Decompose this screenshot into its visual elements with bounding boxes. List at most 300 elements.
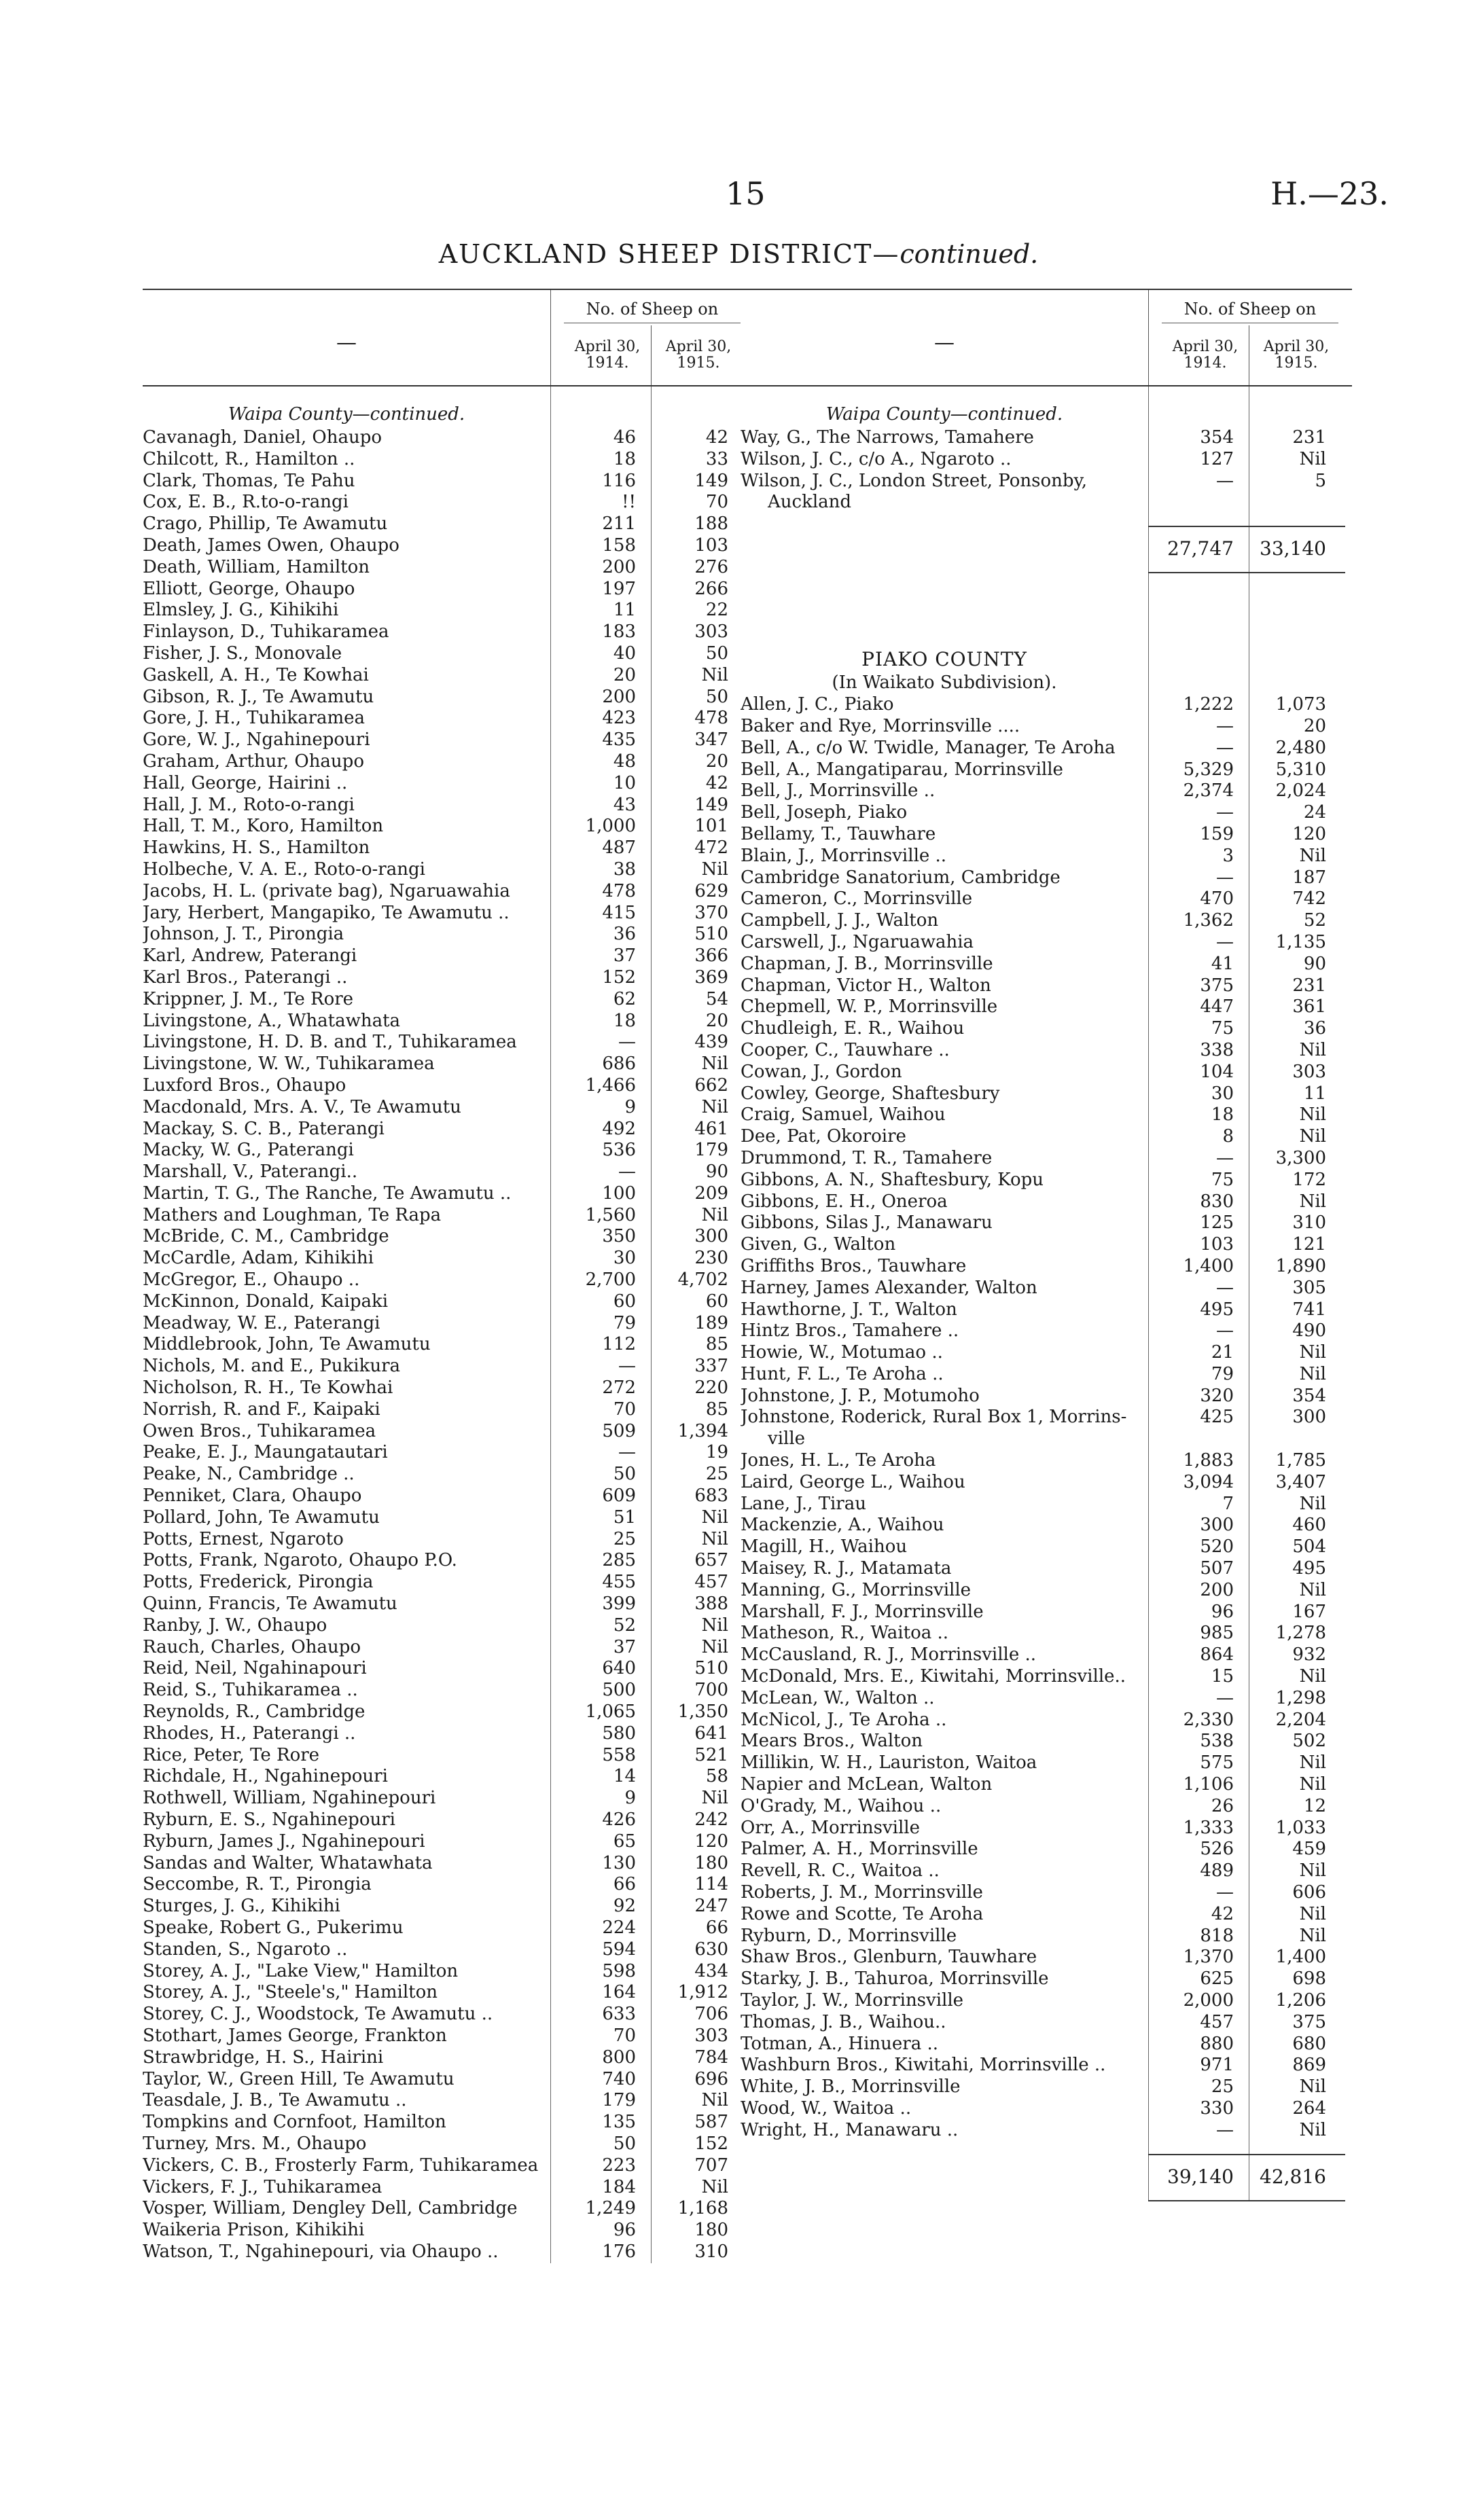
table-row bbox=[741, 2034, 1352, 2055]
table-row bbox=[741, 1342, 1352, 1364]
sheep-1915: Nil bbox=[1299, 1126, 1326, 1147]
row-name: Middlebrook, John, Te Awamutu bbox=[143, 1334, 431, 1355]
sheep-1915: Nil bbox=[1299, 1342, 1326, 1363]
sheep-1914: — bbox=[1216, 1687, 1234, 1708]
row-name: Elmsley, J. G., Kihikihi bbox=[143, 600, 339, 621]
sheep-1914: 152 bbox=[602, 967, 636, 988]
sheep-1914: 3,094 bbox=[1183, 1471, 1234, 1492]
sheep-1915: 347 bbox=[694, 730, 728, 751]
row-name: Harney, James Alexander, Walton bbox=[741, 1277, 1037, 1298]
row-name: Carswell, J., Ngaruawahia bbox=[741, 931, 974, 952]
sheep-1915: Nil bbox=[701, 2090, 728, 2111]
table-row bbox=[741, 780, 1352, 802]
table-row bbox=[741, 1083, 1352, 1105]
row-name: Seccombe, R. T., Pirongia bbox=[143, 1874, 372, 1895]
sheep-1914: 740 bbox=[602, 2068, 636, 2089]
sheep-1914: 21 bbox=[1211, 1342, 1234, 1363]
row-name: Lane, J., Tirau bbox=[741, 1493, 866, 1514]
table-row bbox=[741, 1062, 1352, 1083]
sheep-1915: 167 bbox=[1292, 1601, 1326, 1622]
sheep-1914: 20 bbox=[613, 664, 636, 685]
sheep-1914: 7 bbox=[1222, 1493, 1234, 1514]
row-name: Matheson, R., Waitoa .. bbox=[741, 1623, 949, 1644]
row-name: Howie, W., Motumao .. bbox=[741, 1342, 943, 1363]
row-name: Graham, Arthur, Ohaupo bbox=[143, 751, 364, 772]
sheep-1915: 657 bbox=[694, 1550, 728, 1571]
sheep-1915: Nil bbox=[1299, 448, 1326, 469]
sheep-1915: 3,300 bbox=[1275, 1147, 1326, 1168]
sheep-1915: 172 bbox=[1292, 1169, 1326, 1190]
sheep-1915: 587 bbox=[694, 2112, 728, 2133]
row-name: Vosper, William, Dengley Dell, Cambridge bbox=[143, 2198, 518, 2219]
sheep-1914: 625 bbox=[1200, 1968, 1234, 1990]
sheep-1914: 104 bbox=[1200, 1061, 1234, 1082]
page-number: 15 bbox=[726, 175, 766, 212]
sheep-1914: 609 bbox=[602, 1486, 636, 1507]
sheep-1915: Nil bbox=[1299, 2119, 1326, 2140]
table-row bbox=[741, 1947, 1352, 1968]
row-name: Pollard, John, Te Awamutu bbox=[143, 1507, 380, 1528]
row-name: Roberts, J. M., Morrinsville bbox=[741, 1882, 983, 1903]
table-row bbox=[741, 1752, 1352, 1774]
sheep-1914: 457 bbox=[1200, 2011, 1234, 2032]
row-name: Sturges, J. G., Kihikihi bbox=[143, 1896, 340, 1917]
sheep-1915: 2,024 bbox=[1275, 780, 1326, 802]
sheep-1914: 25 bbox=[613, 1528, 636, 1549]
row-name: Given, G., Walton bbox=[741, 1234, 896, 1255]
row-name: Johnstone, Roderick, Rural Box 1, Morrins- bbox=[741, 1407, 1127, 1428]
sheep-1914: 46 bbox=[613, 427, 636, 448]
sheep-1914: 9 bbox=[624, 1788, 636, 1809]
section-heading bbox=[741, 386, 1148, 427]
row-name: Auckland bbox=[768, 492, 852, 513]
sheep-1915: 1,785 bbox=[1275, 1450, 1326, 1471]
total-rule-bottom bbox=[1148, 572, 1345, 573]
column-rule bbox=[550, 386, 551, 2263]
row-name: Fisher, J. S., Monovale bbox=[143, 643, 342, 664]
row-name: White, J. B., Morrinsville bbox=[741, 2076, 961, 2098]
county-subheading: (In Waikato Subdivision). bbox=[832, 672, 1057, 694]
sheep-1915: 375 bbox=[1292, 2011, 1326, 2032]
table-row bbox=[741, 1580, 1352, 1602]
row-name: Cavanagh, Daniel, Ohaupo bbox=[143, 427, 382, 448]
table-row bbox=[741, 2055, 1352, 2076]
sheep-1915: 680 bbox=[1292, 2033, 1326, 2054]
table-row bbox=[741, 954, 1352, 975]
sheep-1915: 276 bbox=[694, 556, 728, 577]
row-name: Gore, W. J., Ngahinepouri bbox=[143, 730, 370, 751]
sheep-1915: Nil bbox=[1299, 1493, 1326, 1514]
sheep-1915: 4,702 bbox=[677, 1270, 728, 1291]
sheep-1914: 130 bbox=[602, 1852, 636, 1873]
sheep-1914: 633 bbox=[602, 2004, 636, 2025]
sheep-1914: 40 bbox=[613, 643, 636, 664]
total-row bbox=[741, 526, 1352, 573]
sheep-1914: 880 bbox=[1200, 2033, 1234, 2054]
sheep-1914: 800 bbox=[602, 2047, 636, 2068]
sheep-1915: 510 bbox=[694, 924, 728, 945]
table-row bbox=[741, 1882, 1352, 1904]
sheep-1915: 20 bbox=[705, 751, 728, 772]
table-row bbox=[741, 2120, 1352, 2142]
sheep-1914: 320 bbox=[1200, 1385, 1234, 1406]
sheep-1915: 683 bbox=[694, 1486, 728, 1507]
sheep-1915: 85 bbox=[705, 1334, 728, 1355]
sheep-1914: 520 bbox=[1200, 1536, 1234, 1558]
row-name: Jary, Herbert, Mangapiko, Te Awamutu .. bbox=[143, 902, 510, 923]
row-name: Mears Bros., Walton bbox=[741, 1731, 923, 1752]
row-name: McCardle, Adam, Kihikihi bbox=[143, 1248, 374, 1269]
sheep-1915: 510 bbox=[694, 1658, 728, 1679]
sheep-1914: 580 bbox=[602, 1723, 636, 1744]
sheep-1914: — bbox=[1216, 1320, 1234, 1342]
sheep-1915: 354 bbox=[1292, 1385, 1326, 1406]
row-name: Taylor, W., Green Hill, Te Awamutu bbox=[143, 2068, 455, 2089]
sheep-1915: 264 bbox=[1292, 2098, 1326, 2119]
sheep-1915: 85 bbox=[705, 1399, 728, 1420]
sheep-1915: 1,278 bbox=[1275, 1623, 1326, 1644]
table-row bbox=[741, 1320, 1352, 1342]
left-table-header bbox=[143, 289, 741, 386]
sheep-1915: 521 bbox=[694, 1744, 728, 1765]
sheep-1915: 741 bbox=[1292, 1299, 1326, 1320]
section-heading bbox=[143, 386, 550, 427]
sheep-1915: 1,400 bbox=[1275, 1947, 1326, 1968]
row-name: Rothwell, William, Ngahinepouri bbox=[143, 1788, 436, 1809]
sheep-1914: 70 bbox=[613, 2025, 636, 2046]
sheep-1915: 459 bbox=[1292, 1839, 1326, 1860]
table-row bbox=[741, 1839, 1352, 1860]
sheep-1915: 707 bbox=[694, 2155, 728, 2176]
table-row bbox=[741, 932, 1352, 954]
row-name: McGregor, E., Ohaupo .. bbox=[143, 1270, 360, 1291]
sheep-1915: 114 bbox=[694, 1874, 728, 1895]
table-row bbox=[741, 1688, 1352, 1710]
sheep-1914: 15 bbox=[1211, 1666, 1234, 1687]
sheep-1915: Nil bbox=[1299, 1666, 1326, 1687]
sheep-1914: 447 bbox=[1200, 996, 1234, 1018]
row-name: Nicholson, R. H., Te Kowhai bbox=[143, 1378, 393, 1399]
total-rule-top bbox=[1148, 2154, 1345, 2155]
sheep-1915: Nil bbox=[1299, 1925, 1326, 1946]
sheep-1915: 180 bbox=[694, 2220, 728, 2241]
total-1915: 33,140 bbox=[1260, 537, 1326, 560]
sheep-1914: 30 bbox=[613, 1248, 636, 1269]
sheep-1914: 100 bbox=[602, 1183, 636, 1204]
sheep-1914: 96 bbox=[613, 2220, 636, 2241]
sheep-1914: 354 bbox=[1200, 427, 1234, 448]
row-name: Martin, T. G., The Ranche, Te Awamutu .. bbox=[143, 1183, 512, 1204]
sheep-1915: 303 bbox=[694, 622, 728, 643]
sheep-1914: — bbox=[1216, 1277, 1234, 1298]
sheep-1915: 149 bbox=[694, 794, 728, 815]
row-name: Chepmell, W. P., Morrinsville bbox=[741, 996, 998, 1018]
row-name: Ranby, J. W., Ohaupo bbox=[143, 1615, 327, 1636]
total-1914: 39,140 bbox=[1167, 2165, 1234, 2188]
sheep-1914: 30 bbox=[1211, 1083, 1234, 1104]
table-row bbox=[741, 1904, 1352, 1926]
sheep-1915: 1,350 bbox=[677, 1702, 728, 1723]
table-row bbox=[741, 1644, 1352, 1666]
row-name: Ryburn, James J., Ngahinepouri bbox=[143, 1831, 425, 1852]
title-suffix: continued. bbox=[900, 239, 1039, 269]
sheep-1915: 33 bbox=[705, 448, 728, 469]
row-name: Standen, S., Ngaroto .. bbox=[143, 1939, 348, 1960]
table-row bbox=[741, 1234, 1352, 1256]
sheep-1914: 1,106 bbox=[1183, 1774, 1234, 1795]
table-row bbox=[741, 1558, 1352, 1580]
table-row bbox=[741, 1818, 1352, 1839]
row-name: Chapman, J. B., Morrinsville bbox=[741, 953, 993, 974]
row-name: Teasdale, J. B., Te Awamutu .. bbox=[143, 2090, 407, 2111]
header-dash: — bbox=[934, 331, 955, 355]
sheep-1915: 66 bbox=[705, 1917, 728, 1938]
header-date-1915: April 30, 1915. bbox=[1263, 338, 1330, 372]
sheep-1915: Nil bbox=[701, 1054, 728, 1075]
sheep-1914: 112 bbox=[602, 1334, 636, 1355]
sheep-1915: 101 bbox=[694, 816, 728, 837]
row-name: O'Grady, M., Waihou .. bbox=[741, 1795, 942, 1816]
sheep-1914: 38 bbox=[613, 859, 636, 880]
sheep-1915: 784 bbox=[694, 2047, 728, 2068]
row-name: Hawkins, H. S., Hamilton bbox=[143, 838, 370, 859]
sheep-1914: 60 bbox=[613, 1291, 636, 1312]
row-name: ville bbox=[768, 1428, 806, 1450]
table-row bbox=[741, 1860, 1352, 1882]
table-row bbox=[741, 1536, 1352, 1558]
sheep-1914: 75 bbox=[1211, 1018, 1234, 1039]
sheep-1915: Nil bbox=[1299, 1903, 1326, 1924]
sheep-1914: — bbox=[1216, 802, 1234, 823]
sheep-1915: 369 bbox=[694, 967, 728, 988]
sheep-1915: Nil bbox=[1299, 1860, 1326, 1882]
sheep-1915: 461 bbox=[694, 1118, 728, 1139]
row-name: Cambridge Sanatorium, Cambridge bbox=[741, 867, 1061, 888]
sheep-1914: 1,560 bbox=[585, 1204, 636, 1225]
column-rule bbox=[651, 386, 652, 2263]
table-row bbox=[741, 1018, 1352, 1040]
sheep-1914: — bbox=[618, 1442, 636, 1463]
sheep-1915: Nil bbox=[1299, 845, 1326, 866]
sheep-1914: 507 bbox=[1200, 1558, 1234, 1579]
row-name: Peake, E. J., Maungatautari bbox=[143, 1442, 388, 1463]
sheep-1915: 149 bbox=[694, 470, 728, 491]
sheep-1915: 42 bbox=[705, 427, 728, 448]
sheep-1915: 20 bbox=[705, 1010, 728, 1031]
sheep-1914: 455 bbox=[602, 1572, 636, 1593]
row-name: Maisey, R. J., Matamata bbox=[741, 1558, 952, 1579]
row-name: Gibson, R. J., Te Awamutu bbox=[143, 686, 374, 707]
sheep-1914: — bbox=[1216, 1147, 1234, 1168]
sheep-1914: 11 bbox=[613, 600, 636, 621]
sheep-1915: Nil bbox=[1299, 2076, 1326, 2098]
sheep-1914: 489 bbox=[1200, 1860, 1234, 1882]
sheep-1915: 189 bbox=[694, 1312, 728, 1333]
row-name: Wood, W., Waitoa .. bbox=[741, 2098, 912, 2119]
row-name: Mathers and Loughman, Te Rapa bbox=[143, 1204, 442, 1225]
row-name: Chilcott, R., Hamilton .. bbox=[143, 448, 355, 469]
row-name: Magill, H., Waihou bbox=[741, 1536, 908, 1558]
sheep-1915: 36 bbox=[1303, 1018, 1326, 1039]
sheep-1915: 1,033 bbox=[1275, 1817, 1326, 1838]
row-name: Vickers, F. J., Tuhikaramea bbox=[143, 2176, 382, 2197]
sheep-1914: — bbox=[618, 1356, 636, 1377]
header-divider bbox=[550, 290, 551, 385]
table-row bbox=[741, 1170, 1352, 1191]
table-row bbox=[741, 867, 1352, 889]
sheep-1914: 25 bbox=[1211, 2076, 1234, 2098]
sheep-1915: Nil bbox=[701, 2176, 728, 2197]
sheep-1915: Nil bbox=[701, 1788, 728, 1809]
row-name: Way, G., The Narrows, Tamahere bbox=[741, 427, 1034, 448]
sheep-1914: 37 bbox=[613, 946, 636, 967]
sheep-1914: 18 bbox=[1211, 1104, 1234, 1126]
sheep-1915: 2,480 bbox=[1275, 737, 1326, 758]
right-table-body bbox=[741, 386, 1352, 2201]
sheep-1914: 224 bbox=[602, 1917, 636, 1938]
sheep-1915: 641 bbox=[694, 1723, 728, 1744]
row-name: Speake, Robert G., Pukerimu bbox=[143, 1917, 404, 1938]
sheep-1914: 103 bbox=[1200, 1234, 1234, 1255]
table-row bbox=[741, 846, 1352, 867]
row-name: Campbell, J. J., Walton bbox=[741, 910, 939, 931]
row-name: Turney, Mrs. M., Ohaupo bbox=[143, 2133, 367, 2154]
row-name: Wilson, J. C., London Street, Ponsonby, bbox=[741, 470, 1087, 491]
county-heading: PIAKO COUNTY bbox=[861, 648, 1027, 671]
sheep-1915: 662 bbox=[694, 1075, 728, 1096]
sheep-1915: 90 bbox=[705, 1162, 728, 1183]
sheep-1915: 300 bbox=[1292, 1407, 1326, 1428]
row-name: McBride, C. M., Cambridge bbox=[143, 1226, 389, 1247]
row-name: Penniket, Clara, Ohaupo bbox=[143, 1486, 362, 1507]
sheep-1915: Nil bbox=[701, 1507, 728, 1528]
row-name: Strawbridge, H. S., Hairini bbox=[143, 2047, 384, 2068]
row-name: Washburn Bros., Kiwitahi, Morrinsville .. bbox=[741, 2055, 1106, 2076]
sheep-1915: 337 bbox=[694, 1356, 728, 1377]
row-name: Laird, George L., Waihou bbox=[741, 1471, 965, 1492]
sheep-1915: Nil bbox=[1299, 1579, 1326, 1600]
row-name: Hintz Bros., Tamahere .. bbox=[741, 1320, 959, 1342]
row-name: Elliott, George, Ohaupo bbox=[143, 578, 355, 599]
table-row bbox=[741, 1472, 1352, 1494]
row-name: Storey, C. J., Woodstock, Te Awamutu .. bbox=[143, 2004, 493, 2025]
sheep-1915: 231 bbox=[1292, 427, 1326, 448]
sheep-1914: 223 bbox=[602, 2155, 636, 2176]
sheep-1914: 558 bbox=[602, 1744, 636, 1765]
row-name: Bell, A., c/o W. Twidle, Manager, Te Aroha bbox=[741, 737, 1116, 758]
sheep-1915: 504 bbox=[1292, 1536, 1326, 1558]
row-name: Holbeche, V. A. E., Roto-o-rangi bbox=[143, 859, 425, 880]
sheep-1914: — bbox=[618, 1032, 636, 1053]
sheep-1914: 2,700 bbox=[585, 1270, 636, 1291]
header-dash: — bbox=[336, 331, 357, 355]
sheep-1914: 5,329 bbox=[1183, 759, 1234, 780]
header-date-1914: April 30, 1914. bbox=[1172, 338, 1239, 372]
sheep-1914: 50 bbox=[613, 2133, 636, 2154]
sheep-1915: Nil bbox=[701, 1528, 728, 1549]
sheep-1914: 423 bbox=[602, 708, 636, 729]
sheep-1914: 1,400 bbox=[1183, 1255, 1234, 1276]
row-name: McNicol, J., Te Aroha .. bbox=[741, 1709, 947, 1730]
sheep-1914: — bbox=[1216, 715, 1234, 736]
row-name: Gore, J. H., Tuhikaramea bbox=[143, 708, 366, 729]
table-row bbox=[741, 471, 1352, 492]
sheep-1915: 310 bbox=[1292, 1212, 1326, 1234]
sheep-1914: 96 bbox=[1211, 1601, 1234, 1622]
sheep-1914: 415 bbox=[602, 902, 636, 923]
row-name: Gibbons, Silas J., Manawaru bbox=[741, 1212, 993, 1234]
row-name: Finlayson, D., Tuhikaramea bbox=[143, 622, 389, 643]
row-name: Millikin, W. H., Lauriston, Waitoa bbox=[741, 1752, 1037, 1774]
sheep-1915: 180 bbox=[694, 1852, 728, 1873]
sheep-1915: 42 bbox=[705, 772, 728, 793]
table-row bbox=[741, 1040, 1352, 1062]
sheep-1915: 50 bbox=[705, 643, 728, 664]
sheep-1915: 696 bbox=[694, 2068, 728, 2089]
sheep-1915: 120 bbox=[694, 1831, 728, 1852]
sheep-1914: 426 bbox=[602, 1810, 636, 1830]
sheep-1915: 2,204 bbox=[1275, 1709, 1326, 1730]
table-row bbox=[741, 1602, 1352, 1623]
sheep-1915: 187 bbox=[1292, 867, 1326, 888]
sheep-1915: 472 bbox=[694, 838, 728, 859]
table-row bbox=[741, 1212, 1352, 1234]
table-row bbox=[741, 2098, 1352, 2120]
sheep-1915: Nil bbox=[1299, 1774, 1326, 1795]
row-name: Crago, Phillip, Te Awamutu bbox=[143, 514, 388, 535]
header-no-of-sheep: No. of Sheep on bbox=[564, 300, 741, 323]
row-name: Hall, J. M., Roto-o-rangi bbox=[143, 794, 355, 815]
sheep-1914: 2,330 bbox=[1183, 1709, 1234, 1730]
sheep-1914: 1,333 bbox=[1183, 1817, 1234, 1838]
row-name: Death, William, Hamilton bbox=[143, 556, 370, 577]
row-name: Bell, Joseph, Piako bbox=[741, 802, 908, 823]
row-name: Reynolds, R., Cambridge bbox=[143, 1702, 366, 1723]
sheep-1914: 350 bbox=[602, 1226, 636, 1247]
table-row bbox=[741, 1386, 1352, 1407]
sheep-1914: 127 bbox=[1200, 448, 1234, 469]
sheep-1914: 285 bbox=[602, 1550, 636, 1571]
row-name: Shaw Bros., Glenburn, Tauwhare bbox=[741, 1947, 1037, 1968]
row-name: Marshall, V., Paterangi.. bbox=[143, 1162, 358, 1183]
sheep-1915: 52 bbox=[1303, 910, 1326, 931]
row-name: McLean, W., Walton .. bbox=[741, 1687, 935, 1708]
row-name: Bell, A., Mangatiparau, Morrinsville bbox=[741, 759, 1063, 780]
sheep-1914: 1,222 bbox=[1183, 694, 1234, 715]
table-row bbox=[741, 996, 1352, 1018]
row-name: McKinnon, Donald, Kaipaki bbox=[143, 1291, 389, 1312]
row-name: Baker and Rye, Morrinsville .... bbox=[741, 715, 1020, 736]
sheep-1914: !! bbox=[622, 492, 636, 513]
sheep-1915: Nil bbox=[1299, 1191, 1326, 1212]
row-name: Dee, Pat, Okoroire bbox=[741, 1126, 906, 1147]
sheep-1914: 492 bbox=[602, 1118, 636, 1139]
sheep-1914: 37 bbox=[613, 1636, 636, 1657]
sheep-1915: 242 bbox=[694, 1810, 728, 1830]
table-row bbox=[741, 1104, 1352, 1126]
sheep-1914: 594 bbox=[602, 1939, 636, 1960]
sheep-1914: 536 bbox=[602, 1140, 636, 1161]
sheep-1914: 2,000 bbox=[1183, 1990, 1234, 2011]
sheep-1915: Nil bbox=[701, 1096, 728, 1117]
row-name: Livingstone, W. W., Tuhikaramea bbox=[143, 1054, 435, 1075]
total-1915: 42,816 bbox=[1260, 2165, 1326, 2188]
column-rule bbox=[1148, 386, 1149, 2201]
table-row bbox=[741, 716, 1352, 738]
sheep-1914: 75 bbox=[1211, 1169, 1234, 1190]
table-row bbox=[741, 1364, 1352, 1386]
sheep-1914: 51 bbox=[613, 1507, 636, 1528]
